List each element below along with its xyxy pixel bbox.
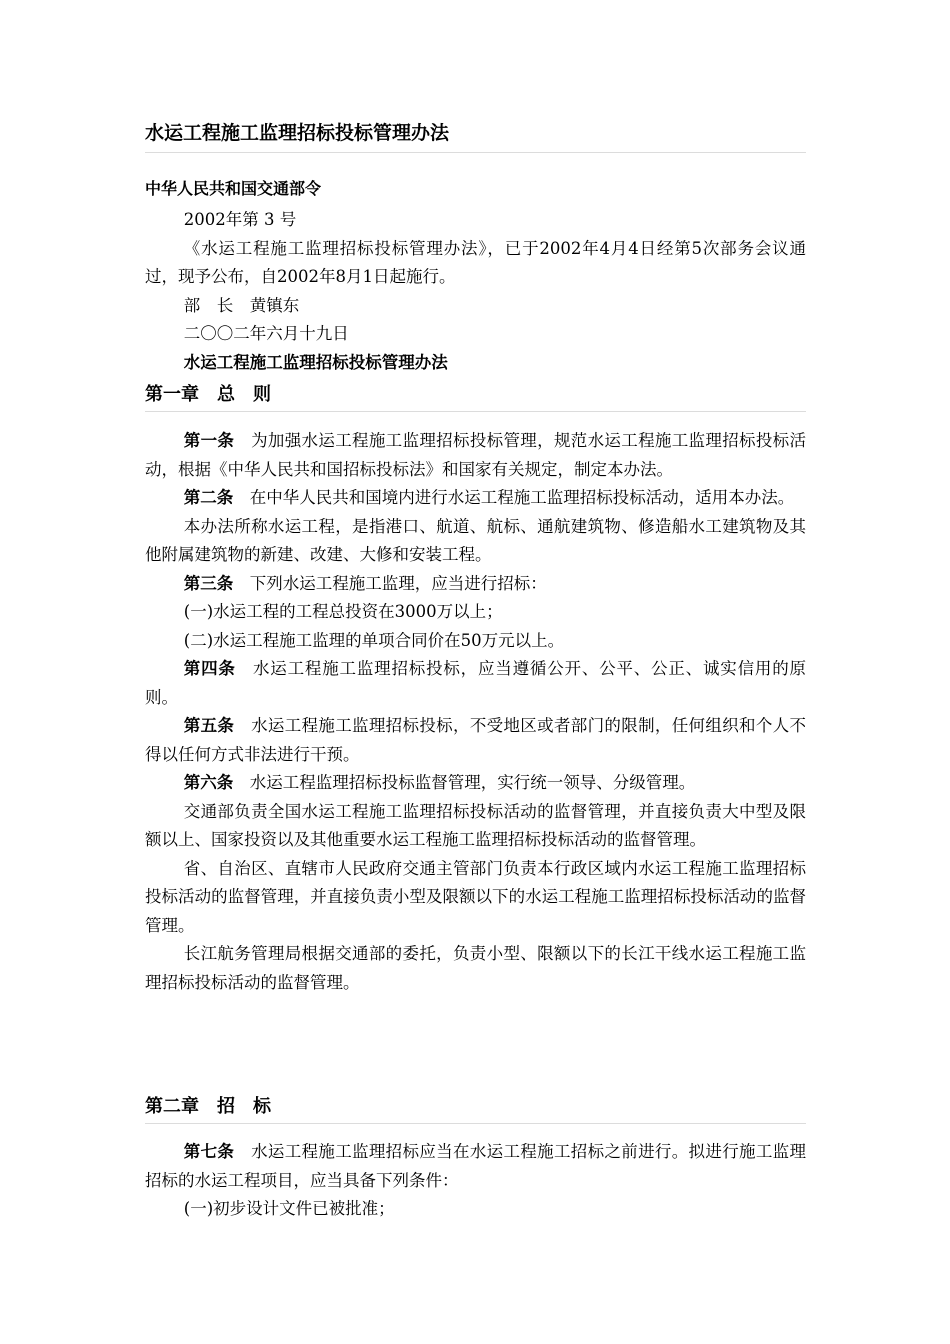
article-3-label: 第三条 (183, 573, 234, 593)
chapter-1-heading: 第一章 总 则 (145, 384, 271, 405)
chapter-2-body (145, 1138, 806, 1224)
order-block (145, 206, 806, 377)
article-3 (145, 570, 806, 599)
chapter-1-divider (145, 411, 806, 412)
article-6-paragraph-3: 省、自治区、直辖市人民政府交通主管部门负责本行政区域内水运工程施工监理招标投标活动的监督管理，并直接负责小型及限额以下的水运工程施工监理招标投标活动的监督管理。 (145, 858, 806, 935)
article-2-text: 在中华人民共和国境内进行水运工程施工监理招标投标活动，适用本办法。 (249, 488, 795, 507)
document-subtitle: 水运工程施工监理招标投标管理办法 (183, 352, 448, 372)
title-divider (145, 152, 806, 153)
article-4 (145, 655, 806, 712)
chapter-1-body (145, 427, 806, 997)
article-7-item-1: (一)初步设计文件已被批准； (183, 1199, 395, 1218)
article-3-text: 下列水运工程施工监理，应当进行招标： (249, 573, 547, 593)
article-2-label: 第二条 (183, 488, 234, 507)
sign-date: 二〇〇二年六月十九日 (183, 324, 349, 343)
order-heading: 中华人民共和国交通部令 (145, 179, 322, 198)
article-5 (145, 712, 806, 769)
article-1-text: 为加强水运工程施工监理招标投标管理，规范水运工程施工监理招标投标活动，根据《中华人民共和国招标投标法》和国家有关规定，制定本办法。 (145, 431, 807, 479)
article-4-text: 水运工程施工监理招标投标，应当遵循公开、公平、公正、诚实信用的原则。 (145, 659, 807, 707)
article-6-label: 第六条 (183, 773, 234, 792)
article-7-text: 水运工程施工监理招标应当在水运工程施工招标之前进行。拟进行施工监理招标的水运工程项目，应当具备下列条件： (145, 1142, 807, 1190)
article-6-paragraph-4: 长江航务管理局根据交通部的委托，负责小型、限额以下的长江干线水运工程施工监理招标投标活动的监督管理。 (145, 944, 806, 992)
article-4-label: 第四条 (183, 659, 236, 678)
order-number: 2002年第 3 号 (183, 210, 297, 229)
article-2 (145, 484, 806, 513)
article-6-text: 水运工程监理招标投标监督管理，实行统一领导、分级管理。 (249, 773, 696, 792)
article-7 (145, 1138, 806, 1195)
chapter-2-divider (145, 1123, 806, 1124)
document-title: 水运工程施工监理招标投标管理办法 (145, 122, 450, 144)
article-5-label: 第五条 (183, 716, 235, 735)
chapter-2-heading: 第二章 招 标 (145, 1096, 271, 1117)
article-6-paragraph-2: 交通部负责全国水运工程施工监理招标投标活动的监督管理，并直接负责大中型及限额以上、国家投资以及其他重要水运工程施工监理招标投标活动的监督管理。 (145, 801, 806, 849)
article-7-label: 第七条 (183, 1142, 235, 1161)
article-5-text: 水运工程施工监理招标投标，不受地区或者部门的限制，任何组织和个人不得以任何方式非法进行干预。 (145, 716, 807, 764)
article-3-item-1: (一)水运工程的工程总投资在3000万以上； (183, 602, 503, 621)
article-2-paragraph-2: 本办法所称水运工程，是指港口、航道、航标、通航建筑物、修造船水工建筑物及其他附属建筑物的新建、改建、大修和安装工程。 (145, 516, 806, 564)
article-1 (145, 427, 806, 484)
article-1-label: 第一条 (183, 431, 235, 450)
signer: 部 长 黄镇东 (183, 295, 300, 315)
article-3-item-2: (二)水运工程施工监理的单项合同价在50万元以上。 (183, 630, 565, 650)
promulgation-text: 《水运工程施工监理招标投标管理办法》，已于2002年4月4日经第5次部务会议通过，现予公布，自2002年8月1日起施行。 (145, 238, 806, 286)
article-6 (145, 769, 806, 798)
